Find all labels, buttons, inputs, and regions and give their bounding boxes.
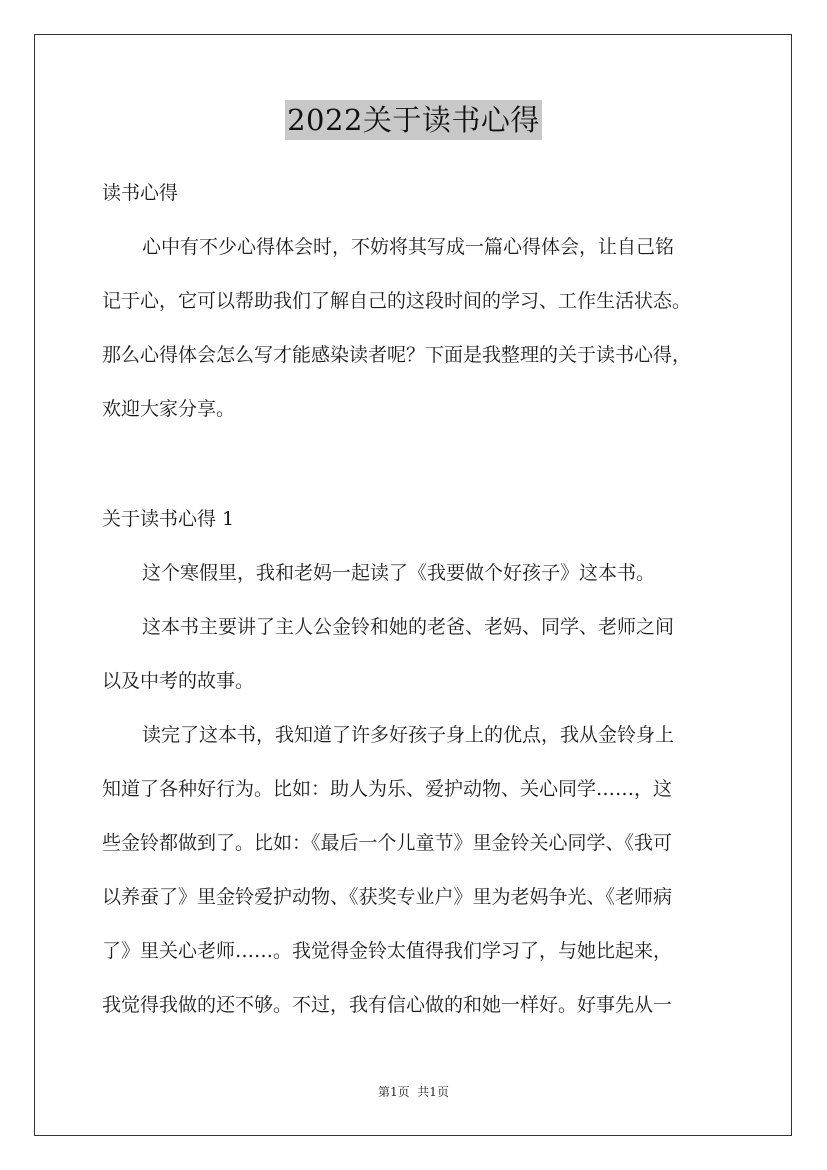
essay-heading: 关于读书心得 1 (102, 508, 235, 530)
intro-line: 那么心得体会怎么写才能感染读者呢？下面是我整理的关于读书心得， (102, 344, 692, 366)
body-line: 读完了这本书，我知道了许多好孩子身上的优点，我从金铃身上 (142, 724, 675, 746)
intro-line: 记于心，它可以帮助我们了解自己的这段时间的学习、工作生活状态。 (102, 290, 692, 312)
body-line: 了》里关心老师……。我觉得金铃太值得我们学习了，与她比起来， (102, 940, 673, 962)
body-line: 这本书主要讲了主人公金铃和她的老爸、老妈、同学、老师之间 (142, 616, 675, 638)
body-line: 些金铃都做到了。比如：《最后一个儿童节》里金铃关心同学、《我可 (102, 832, 673, 854)
body-line: 以养蚕了》里金铃爱护动物、《获奖专业户》里为老妈争光、《老师病 (102, 886, 673, 908)
document-title: 2022关于读书心得 (285, 100, 542, 140)
body-line: 以及中考的故事。 (102, 670, 255, 692)
title-container (0, 100, 827, 140)
body-line: 知道了各种好行为。比如：助人为乐、爱护动物、关心同学……，这 (102, 778, 673, 800)
intro-line: 欢迎大家分享。 (102, 398, 236, 420)
intro-line: 心中有不少心得体会时，不妨将其写成一篇心得体会，让自己铭 (142, 236, 675, 258)
body-line: 这个寒假里，我和老妈一起读了《我要做个好孩子》这本书。 (142, 562, 656, 584)
page-number-footer: 第1页 共1页 (378, 1085, 449, 1099)
section-label: 读书心得 (102, 182, 179, 204)
body-line: 我觉得我做的还不够。不过，我有信心做的和她一样好。好事先从一 (102, 994, 673, 1016)
